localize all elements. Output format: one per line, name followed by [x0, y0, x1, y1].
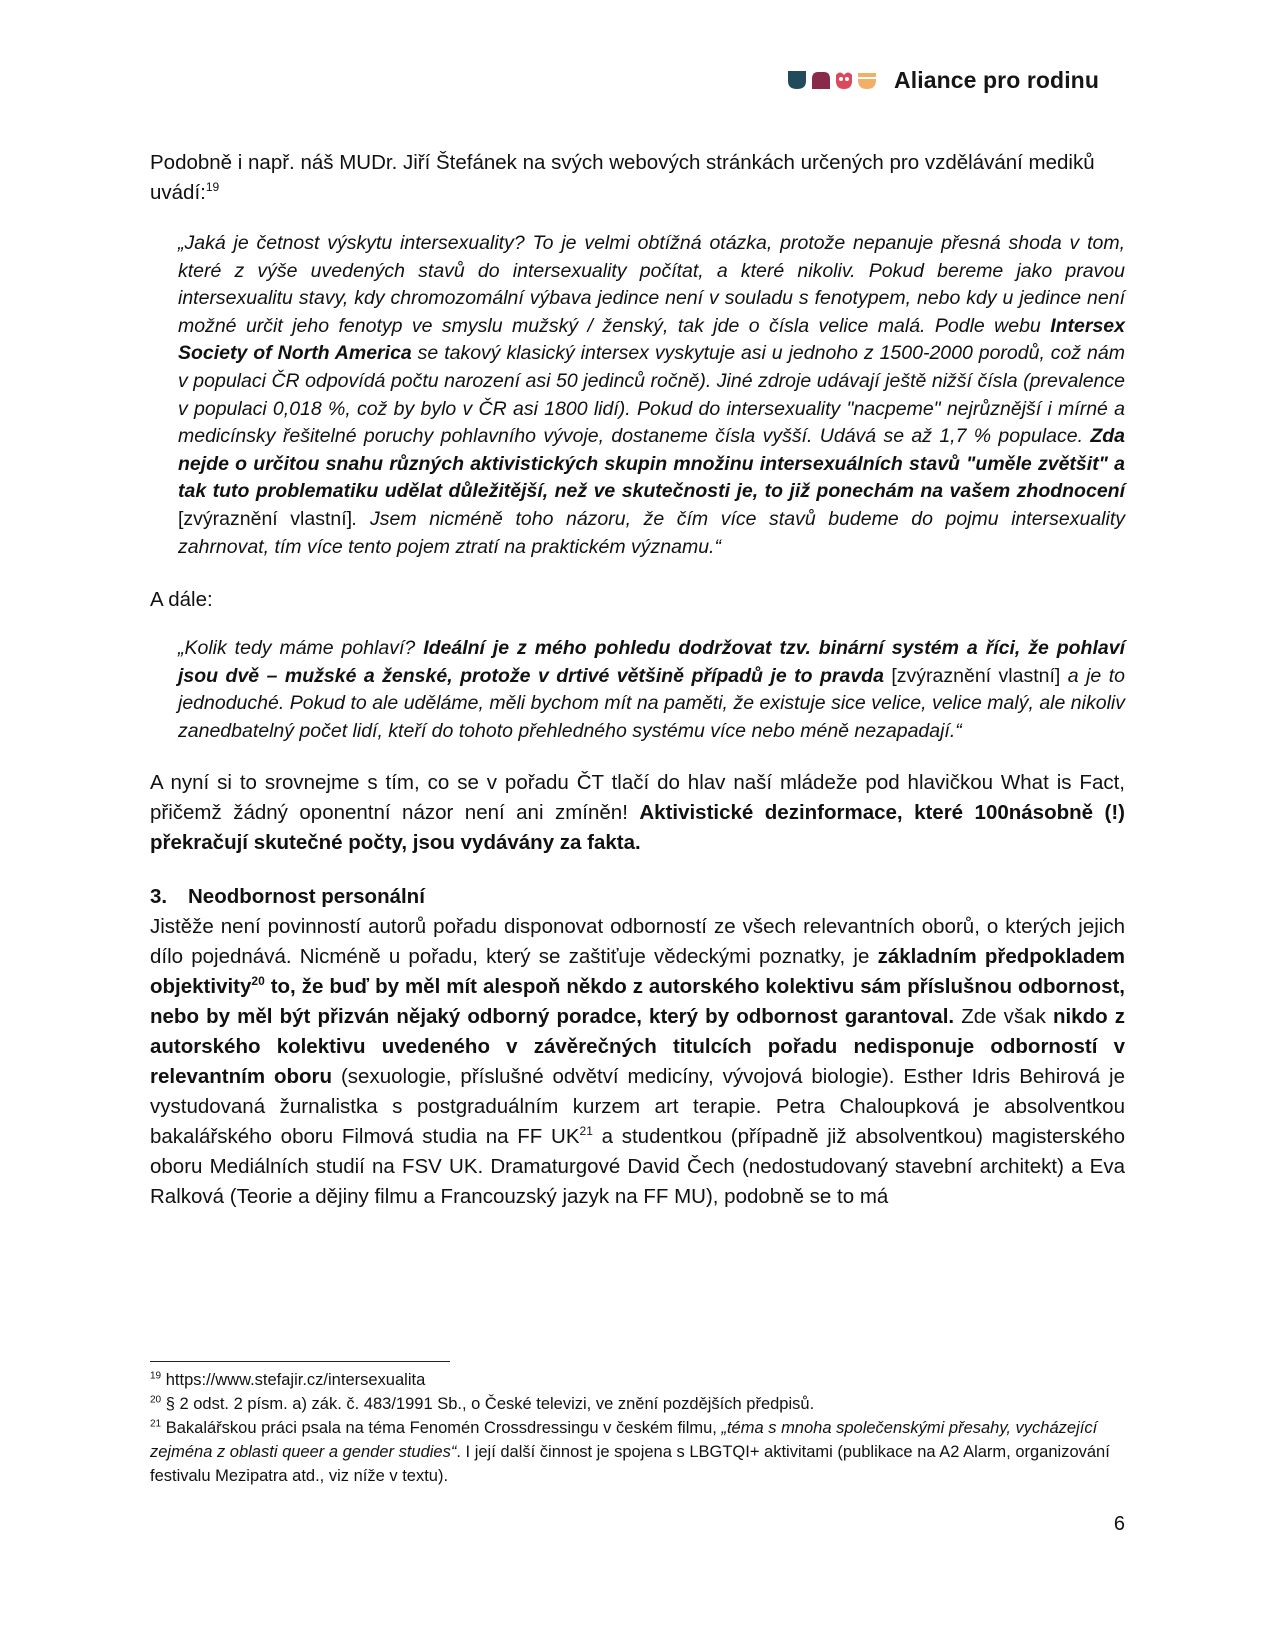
section-text-2: Zde však: [954, 1004, 1053, 1028]
compare-bold: Aktivistické dezinformace, které 100násobně (!) překračují skutečné počty, jsou vydávány za fakta.: [150, 800, 1125, 854]
quote2-bold-1: Ideální je z mého pohledu dodržovat tzv. binární systém a říci, že pohlaví jsou dvě – mužské a ženské, protože v drtivé většině případů je to pravda: [178, 637, 1125, 687]
footnote-ref-20[interactable]: 20: [251, 973, 265, 988]
footnote-text-rest: . I její další činnost je spojena s LBGTQI+ aktivitami (publikace na A2 Alarm, organizování festivalu Mezipatra atd., viz níže v textu).: [150, 1443, 1110, 1485]
footnote-link[interactable]: https://www.stefajir.cz/intersexualita: [165, 1371, 426, 1389]
quote1-text-2: se takový klasický intersex vyskytuje asi u jednoho z 1500-2000 porodů, což nám v populaci ČR odpovídá počtu narození asi 50 jedinců ročně). Jiné zdroje udávají ještě nižší čísla (prevalence v populaci 0,018 %, což by bylo v ČR asi 1800 lidí). Pokud do intersexuality "nacpeme" nejrůznější i mírné a medicínsky řešitelné poruchy pohlavního vývoje, dostaneme čísla vyšší. Udává se až 1,7 % populace.: [178, 342, 1125, 448]
quote1-bold-2: Zda nejde o určitou snahu různých aktivistických skupin množinu intersexuálních stavů "uměle zvětšit" a tak tuto problematiku udělat důležitější, než ve skutečnosti je, to již ponechám na vašem zhodnocení: [178, 425, 1125, 503]
section-bold-3: nikdo z autorského kolektivu uvedeného v závěrečných titulcích pořadu nedisponuje odborností v relevantním oboru: [150, 1004, 1126, 1088]
compare-text: A nyní si to srovnejme s tím, co se v pořadu ČT tlačí do hlav naší mládeže pod hlavičkou What is Fact, přičemž žádný oponentní názor není ani zmíněn!: [150, 770, 1125, 824]
quote2-emphasis-note: [zvýraznění vlastní]: [883, 664, 1061, 687]
page-number: 6: [1113, 1513, 1125, 1535]
section-text-4: a studentkou (případně již absolventkou) magisterského oboru Mediálních studií na FSV UK. Dramaturgové David Čech (nedostudovaný stavební architekt) a Eva Ralková (Teorie a dějiny filmu a Francouzský jazyk na FF MU), podobně se to má: [150, 1124, 1125, 1208]
section-title: Neodbornost personální: [188, 884, 425, 908]
footnote-ref-19[interactable]: 19: [205, 180, 220, 195]
section-text-1: Jistěže není povinností autorů pořadu disponovat odborností ze všech relevantních oborů, o kterých jejich dílo pojednává. Nicméně u pořadu, který se zaštiťuje vědeckými poznatky, je: [150, 914, 1125, 968]
quote1-bold-1: Intersex Society of North America: [178, 314, 1125, 365]
quote-block-1: [178, 230, 1125, 561]
footnote-text: § 2 odst. 2 písm. a) zák. č. 483/1991 Sb., o České televizi, ve znění pozdějších předpisů.: [165, 1395, 815, 1413]
footnote-text: Bakalářskou práci psala na téma Fenomén Crossdressingu v českém filmu,: [165, 1419, 722, 1437]
footnote-20: [150, 1392, 1125, 1416]
logo-shapes-icon: [788, 69, 880, 91]
footnotes: [150, 1368, 1125, 1488]
logo-mark-icon: [788, 69, 880, 91]
footnote-number: 20: [150, 1394, 162, 1406]
footnote-21: [150, 1416, 1125, 1488]
intro-text: Podobně i např. náš MUDr. Jiří Štefánek na svých webových stránkách určených pro vzdělávání mediků uvádí:: [150, 151, 1095, 204]
section-heading: [150, 882, 1125, 912]
footnote-divider: [150, 1361, 450, 1362]
footnote-italic: „téma s mnoha společenskými přesahy, vycházející zejména z oblasti queer a gender studies“: [150, 1419, 1098, 1461]
footnote-ref-21[interactable]: 21: [579, 1123, 593, 1138]
section-paragraph: [150, 912, 1125, 1212]
quote1-text-1: „Jaká je četnost výskytu intersexuality? To je velmi obtížná otázka, protože nepanuje přesná shoda v tom, které z výše uvedených stavů do intersexuality počítat, a které nikoliv. Pokud bereme jako pravou intersexualitu stavy, kdy chromozomální výbava jedince není v souladu s fenotypem, nebo kdy u jedince není možné určit jeho fenotyp ve smyslu mužský / ženský, tak jde o čísla velice malá. Podle webu: [178, 232, 1125, 337]
section-bold-1: základním předpokladem objektivity: [150, 944, 1125, 998]
page-body: [150, 148, 1125, 1212]
section-text-3: (sexuologie, příslušné odvětví medicíny, vývojová biologie). Esther Idris Behirová je vystudovaná žurnalistka s postgraduálním kurzem art terapie. Petra Chaloupková je absolventkou bakalářského oboru Filmová studia na FF UK: [150, 1064, 1125, 1148]
intro-paragraph: [150, 148, 1125, 208]
quote1-text-3: . Jsem nicméně toho názoru, že čím více stavů budeme do pojmu intersexuality zahrnovat, tím více tento pojem ztratí na praktickém významu.“: [178, 507, 1126, 558]
org-logo: [788, 64, 1099, 96]
quote2-text-1: „Kolik tedy máme pohlaví?: [178, 637, 424, 660]
and-further-paragraph: A dále:: [150, 588, 213, 612]
footnote-number: 21: [150, 1418, 162, 1430]
section-number: 3.: [150, 884, 168, 908]
footnote-number: 19: [150, 1370, 162, 1382]
quote2-text-2: a je to jednoduché. Pokud to ale uděláme, měli bychom mít na paměti, že existuje sice velice, velice malý, ale nikoliv zanedbatelný počet lidí, kteří do tohoto přehledného systému více nebo méně nezapadají.“: [178, 664, 1125, 742]
footnote-19: [150, 1368, 1125, 1392]
quote1-emphasis-note: [zvýraznění vlastní]: [178, 507, 353, 530]
section-bold-2: to, že buď by měl mít alespoň někdo z autorského kolektivu sám příslušnou odbornost, nebo by měl být přizván nějaký odborný poradce, který by odbornost garantoval.: [150, 974, 1125, 1028]
compare-paragraph: [150, 768, 1125, 858]
org-name: Aliance pro rodinu: [894, 66, 1099, 93]
quote-block-2: [178, 635, 1125, 745]
